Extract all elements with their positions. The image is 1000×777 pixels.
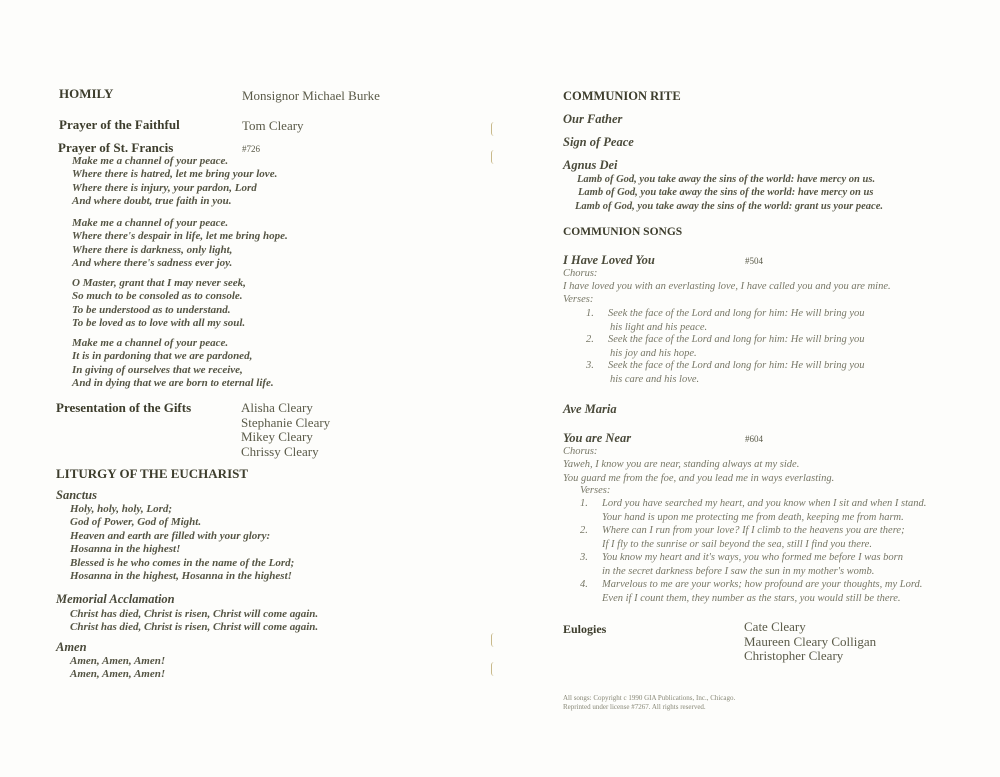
memorial-heading: Memorial Acclamation	[56, 592, 175, 606]
loved-verses-label: Verses:	[563, 294, 594, 305]
amen-heading: Amen	[56, 640, 87, 654]
memorial-text: Christ has died, Christ is risen, Christ will come again. Christ has died, Christ is risen, Christ will come again.	[70, 608, 319, 634]
francis-hymn-number: #726	[242, 144, 260, 154]
near-verse-4: 4. Marvelous to me are your works; how profound are your thoughts, my Lord. Even if I count them, they number as the stars, you would still be there.	[580, 579, 923, 604]
faithful-heading: Prayer of the Faithful	[59, 117, 180, 132]
loved-verse-3: 3. Seek the face of the Lord and long for him: He will bring you his care and his love.	[586, 360, 865, 385]
our-father-heading: Our Father	[563, 112, 623, 126]
near-verse-1: 1. Lord you have searched my heart, and you know when I sit and when I stand. Your hand is upon me protecting me from death, keeping me from harm.	[580, 498, 927, 523]
francis-stanza-1: Make me a channel of your peace. Where there is hatred, let me bring your love. Where there is injury, your pardon, Lord And where doubt, true faith in you.	[72, 155, 278, 208]
agnus-text: Lamb of God, you take away the sins of the world: have mercy on us. Lamb of God, you take away the sins of the world: have mercy on us Lamb of God, you take away the sins of the world: grant us your peace.	[575, 174, 884, 212]
left-page	[0, 0, 490, 777]
near-hymn-number: #604	[745, 434, 763, 444]
near-verses-label: Verses:	[580, 485, 611, 496]
loved-title: I Have Loved You	[563, 253, 655, 267]
homily-heading: HOMILY	[59, 86, 114, 101]
fold-mark	[491, 633, 498, 647]
francis-stanza-2: Make me a channel of your peace. Where there's despair in life, let me bring hope. Where there is darkness, only light, And where there's sadness ever joy.	[72, 217, 288, 270]
sign-of-peace-heading: Sign of Peace	[563, 135, 634, 149]
loved-verse-2: 2. Seek the face of the Lord and long for him: He will bring you his joy and his hope.	[586, 334, 865, 359]
gifts-heading: Presentation of the Gifts	[56, 400, 192, 415]
fold-mark	[491, 150, 498, 164]
communion-rite-heading: COMMUNION RITE	[563, 89, 681, 103]
fold-mark	[491, 662, 498, 676]
loved-verse-1: 1. Seek the face of the Lord and long for him: He will bring you his light and his peace.	[586, 308, 865, 333]
loved-chorus-label: Chorus:	[563, 268, 598, 279]
francis-heading: Prayer of St. Francis	[58, 140, 174, 155]
fold-mark	[491, 122, 498, 136]
gifts-bearers: Alisha Cleary Stephanie Cleary Mikey Cleary Chrissy Cleary	[241, 400, 331, 459]
eulogists: Cate Cleary Maureen Cleary Colligan Christopher Cleary	[744, 619, 877, 664]
amen-text: Amen, Amen, Amen! Amen, Amen, Amen!	[70, 655, 166, 681]
homily-celebrant: Monsignor Michael Burke	[242, 88, 380, 103]
right-page	[510, 0, 1000, 777]
francis-stanza-3: O Master, grant that I may never seek, So much to be consoled as to console. To be understood as to understand. To be loved as to love with all my soul.	[72, 277, 246, 330]
near-verse-2: 2. Where can I run from your love? If I climb to the heavens you are there; If I fly to the sunrise or sail beyond the sea, still I find you there.	[580, 525, 905, 550]
sanctus-heading: Sanctus	[56, 488, 97, 502]
loved-chorus: I have loved you with an everlasting love, I have called you and you are mine.	[563, 281, 891, 292]
sanctus-text: Holy, holy, holy, Lord; God of Power, God of Might. Heaven and earth are filled with your glory: Hosanna in the highest! Blessed is he who comes in the name of the Lord; Hosanna in the highest, Hosanna in the highest!	[70, 503, 295, 583]
near-chorus: Yaweh, I know you are near, standing always at my side. You guard me from the foe, and you lead me in ways everlasting.	[563, 459, 835, 484]
francis-stanza-4: Make me a channel of your peace. It is in pardoning that we are pardoned, In giving of ourselves that we receive, And in dying that we are born to eternal life.	[72, 337, 274, 390]
near-chorus-label: Chorus:	[563, 446, 598, 457]
agnus-heading: Agnus Dei	[563, 158, 618, 172]
near-verse-3: 3. You know my heart and it's ways, you who formed me before I was born in the secret darkness before I saw the sun in my mother's womb.	[580, 552, 903, 577]
communion-songs-heading: COMMUNION SONGS	[563, 226, 683, 238]
ave-maria-heading: Ave Maria	[563, 402, 617, 416]
near-title: You are Near	[563, 431, 632, 445]
copyright-notice: All songs: Copyright c 1990 GIA Publications, Inc., Chicago. Reprinted under license #7267. All rights reserved.	[563, 694, 736, 711]
eulogies-heading: Eulogies	[563, 622, 607, 636]
liturgy-heading: LITURGY OF THE EUCHARIST	[56, 466, 249, 481]
loved-hymn-number: #504	[745, 256, 763, 266]
faithful-reader: Tom Cleary	[242, 118, 304, 133]
